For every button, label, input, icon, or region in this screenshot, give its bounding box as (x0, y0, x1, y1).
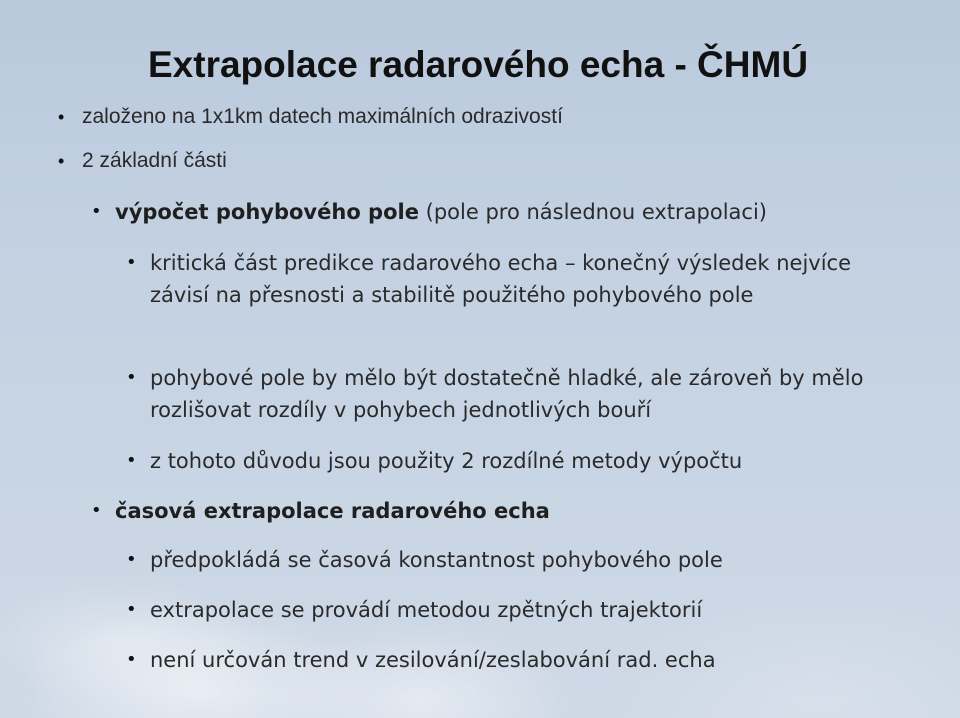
bullet-dot-icon: • (58, 107, 65, 127)
bullet-dot-icon: • (126, 549, 137, 570)
bullet-item (58, 101, 563, 133)
bullet-bold-text: výpočet pohybového pole (115, 200, 419, 224)
slide-title: Extrapolace radarového echa - ČHMÚ (148, 44, 809, 85)
bullet-dot-icon: • (58, 151, 65, 171)
bullet-item (126, 247, 910, 311)
bullet-text: založeno na 1x1km datech maximálních odrazivostí (82, 105, 563, 128)
bullet-dot-icon: • (126, 367, 137, 388)
bullet-item (126, 594, 910, 626)
bullet-text: extrapolace se provádí metodou zpětných trajektorií (150, 598, 703, 622)
bullet-text: 2 základní části (82, 149, 227, 172)
bullet-item (126, 445, 910, 477)
bullet-item (91, 196, 767, 228)
bullet-item (126, 362, 910, 426)
bullet-text: pohybové pole by mělo být dostatečně hladké, ale zároveň by mělo rozlišovat rozdíly v pohybech jednotlivých bouří (150, 366, 864, 422)
bullet-dot-icon: • (126, 649, 137, 670)
bullet-dot-icon: • (91, 201, 102, 222)
bullet-dot-icon: • (126, 252, 137, 273)
bullet-dot-icon: • (91, 500, 102, 521)
bullet-text: není určován trend v zesilování/zeslabování rad. echa (150, 648, 716, 672)
bullet-text: předpokládá se časová konstantnost pohybového pole (150, 548, 723, 572)
bullet-dot-icon: • (126, 599, 137, 620)
bullet-text: (pole pro následnou extrapolaci) (418, 200, 767, 224)
bullet-bold-text: časová extrapolace radarového echa (115, 499, 550, 523)
bullet-item (126, 544, 910, 576)
bullet-text: kritická část predikce radarového echa – konečný výsledek nejvíce závisí na přesnosti a stabilitě použitého pohybového pole (150, 251, 852, 307)
bullet-item (91, 495, 550, 527)
bullet-dot-icon: • (126, 450, 137, 471)
bullet-item (126, 644, 910, 676)
bullet-text: z tohoto důvodu jsou použity 2 rozdílné metody výpočtu (150, 449, 743, 473)
bullet-item (58, 145, 227, 177)
